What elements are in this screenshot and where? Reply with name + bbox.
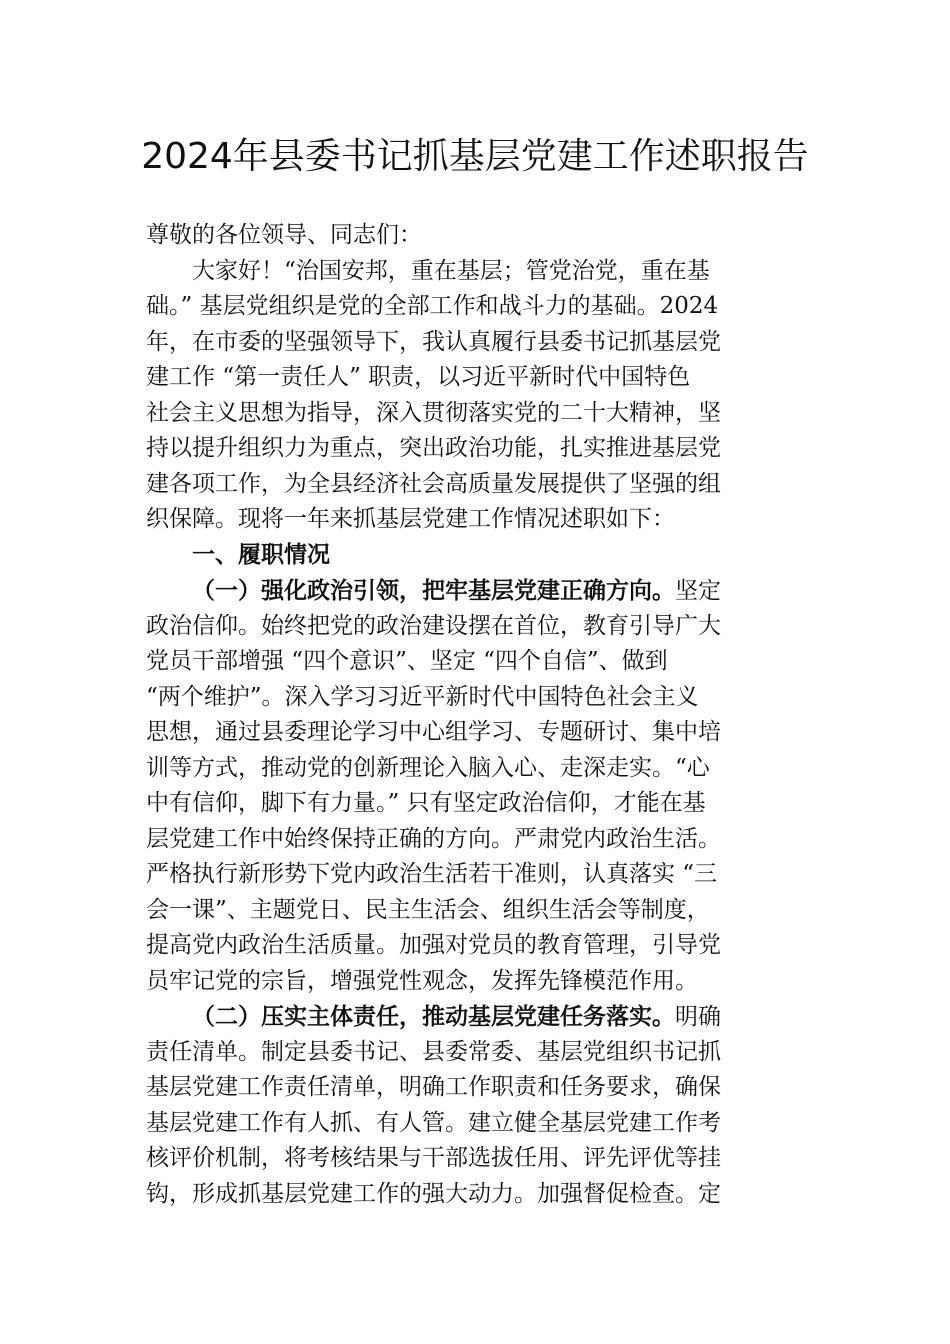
paragraph-line: 社会主义思想为指导，深入贯彻落实党的二十大精神，坚 [146, 399, 721, 426]
subsection-line [146, 999, 806, 1035]
paragraph-line: 层党建工作中始终保持正确的方向。严肃党内政治生活。 [146, 825, 721, 852]
paragraph-line: 训等方式，推动党的创新理论入脑入心、走深走实。“心 [146, 754, 710, 781]
paragraph-line: 持以提升组织力为重点，突出政治功能，扎实推进基层党 [146, 435, 721, 461]
paragraph-line: 基层党建工作有人抓、有人管。建立健全基层党建工作考 [146, 1109, 721, 1136]
section-heading: 一、履职情况 [192, 541, 330, 568]
subsection-heading: （二）压实主体责任，推动基层党建任务落实。 [192, 1003, 675, 1030]
salutation-line: 尊敬的各位领导、同志们： [146, 222, 422, 248]
document-title: 2024年县委书记抓基层党建工作述职报告 [141, 136, 809, 177]
paragraph-text: 明确 [675, 1004, 721, 1030]
paragraph-line: 核评价机制，将考核结果与干部选拔任用、评先评优等挂 [146, 1145, 721, 1171]
paragraph-line: 基层党建工作责任清单，明确工作职责和任务要求，确保 [146, 1074, 721, 1100]
paragraph-line: 政治信仰。始终把党的政治建设摆在首位，教育引导广大 [146, 612, 721, 639]
paragraph-line: 中有信仰，脚下有力量。” 只有坚定政治信仰，才能在基 [146, 790, 706, 816]
paragraph-line: 础。” 基层党组织是党的全部工作和战斗力的基础。2024 [146, 293, 719, 319]
paragraph-line: 建各项工作，为全县经济社会高质量发展提供了坚强的组 [146, 470, 721, 497]
subsection-line [146, 573, 806, 609]
paragraph-line: 严格执行新形势下党内政治生活若干准则，认真落实 “三 [146, 861, 718, 887]
paragraph-line: 会一课”、主题党日、民主生活会、组织生活会等制度， [146, 896, 710, 923]
paragraph-line: 钩，形成抓基层党建工作的强大动力。加强督促检查。定 [146, 1180, 721, 1207]
paragraph-line: 织保障。现将一年来抓基层党建工作情况述职如下： [146, 506, 675, 532]
paragraph-line: 思想，通过县委理论学习中心组学习、专题研讨、集中培 [146, 719, 721, 745]
paragraph-line: “两个维护”。深入学习习近平新时代中国特色社会主义 [146, 683, 699, 710]
paragraph-line: 建工作 “第一责任人” 职责，以习近平新时代中国特色 [146, 364, 691, 390]
document-body [146, 218, 806, 1212]
paragraph-line: 员牢记党的宗旨，增强党性观念，发挥先锋模范作用。 [146, 967, 698, 994]
paragraph-line: 党员干部增强 “四个意识”、坚定 “四个自信”、做到 [146, 648, 668, 674]
paragraph-line: 年，在市委的坚强领导下，我认真履行县委书记抓基层党 [146, 328, 721, 355]
subsection-heading: （一）强化政治引领，把牢基层党建正确方向。 [192, 577, 675, 604]
paragraph-line: 责任清单。制定县委书记、县委常委、基层党组织书记抓 [146, 1038, 721, 1065]
paragraph-text: 坚定 [675, 578, 721, 604]
paragraph-line: 提高党内政治生活质量。加强对党员的教育管理，引导党 [146, 932, 721, 958]
paragraph-line: 大家好！“治国安邦，重在基层；管党治党，重在基 [192, 257, 710, 284]
